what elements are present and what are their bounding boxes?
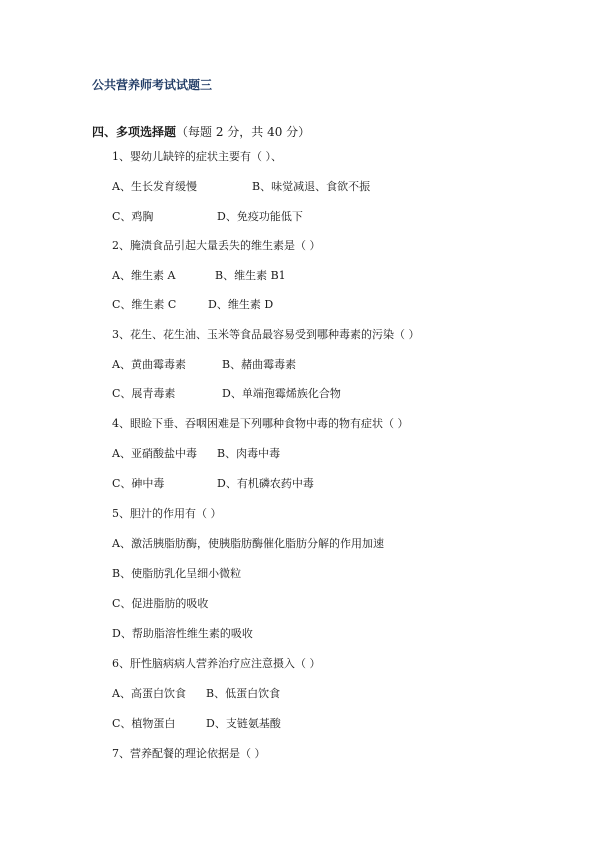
section-heading xyxy=(92,123,310,140)
option-5b: B、使脂肪乳化呈细小微粒 xyxy=(112,567,242,580)
option-3a: A、黄曲霉毒素 xyxy=(112,358,186,371)
option-4a: A、亚硝酸盐中毒 xyxy=(112,447,197,460)
option-3c: C、展青毒素 xyxy=(112,387,176,400)
option-row xyxy=(112,210,303,224)
option-row xyxy=(112,687,281,701)
option-1b: B、味觉减退、食欲不振 xyxy=(252,180,371,193)
question-5: 5、胆汁的作用有（ ） xyxy=(112,507,222,520)
question-3: 3、花生、花生油、玉米等食品最容易受到哪种毒素的污染（ ） xyxy=(112,328,420,341)
option-2d: D、维生素 D xyxy=(208,298,274,311)
option-1d: D、免疫功能低下 xyxy=(217,210,303,223)
section-heading-note: （每题 2 分，共 40 分） xyxy=(176,125,311,139)
question-2: 2、腌渍食品引起大量丢失的维生素是（ ） xyxy=(112,239,321,252)
option-row xyxy=(112,180,371,194)
option-1c: C、鸡胸 xyxy=(112,210,154,223)
question-4: 4、眼睑下垂、吞咽困难是下列哪种食物中毒的物有症状（ ） xyxy=(112,417,409,430)
option-row xyxy=(112,358,297,372)
option-row xyxy=(112,717,281,731)
section-heading-label: 四、多项选择题 xyxy=(92,125,177,139)
question-6: 6、肝性脑病病人营养治疗应注意摄入（ ） xyxy=(112,657,321,670)
option-5c: C、促进脂肪的吸收 xyxy=(112,597,209,610)
option-row xyxy=(112,298,274,312)
option-3d: D、单端孢霉烯族化合物 xyxy=(222,387,341,400)
option-5a: A、激活胰脂肪酶，使胰脂肪酶催化脂肪分解的作用加速 xyxy=(112,537,384,550)
option-1a: A、生长发育缓慢 xyxy=(112,180,197,193)
option-4b: B、肉毒中毒 xyxy=(217,447,281,460)
option-6d: D、支链氨基酸 xyxy=(206,717,281,730)
question-7: 7、营养配餐的理论依据是（ ） xyxy=(112,747,266,760)
option-3b: B、赭曲霉毒素 xyxy=(222,358,297,371)
option-row xyxy=(112,447,281,461)
option-6a: A、高蛋白饮食 xyxy=(112,687,186,700)
option-4d: D、有机磷农药中毒 xyxy=(217,477,314,490)
option-row xyxy=(112,387,341,401)
option-row xyxy=(112,269,286,283)
option-row xyxy=(112,477,314,491)
option-4c: C、砷中毒 xyxy=(112,477,165,490)
option-2b: B、维生素 B1 xyxy=(215,269,286,282)
option-6c: C、植物蛋白 xyxy=(112,717,176,730)
option-2a: A、维生素 A xyxy=(112,269,176,282)
question-1: 1、婴幼儿缺锌的症状主要有（ ）、 xyxy=(112,150,282,163)
option-6b: B、低蛋白饮食 xyxy=(206,687,281,700)
document-title: 公共营养师考试试题三 xyxy=(92,78,213,92)
option-5d: D、帮助脂溶性维生素的吸收 xyxy=(112,627,253,640)
option-2c: C、维生素 C xyxy=(112,298,177,311)
